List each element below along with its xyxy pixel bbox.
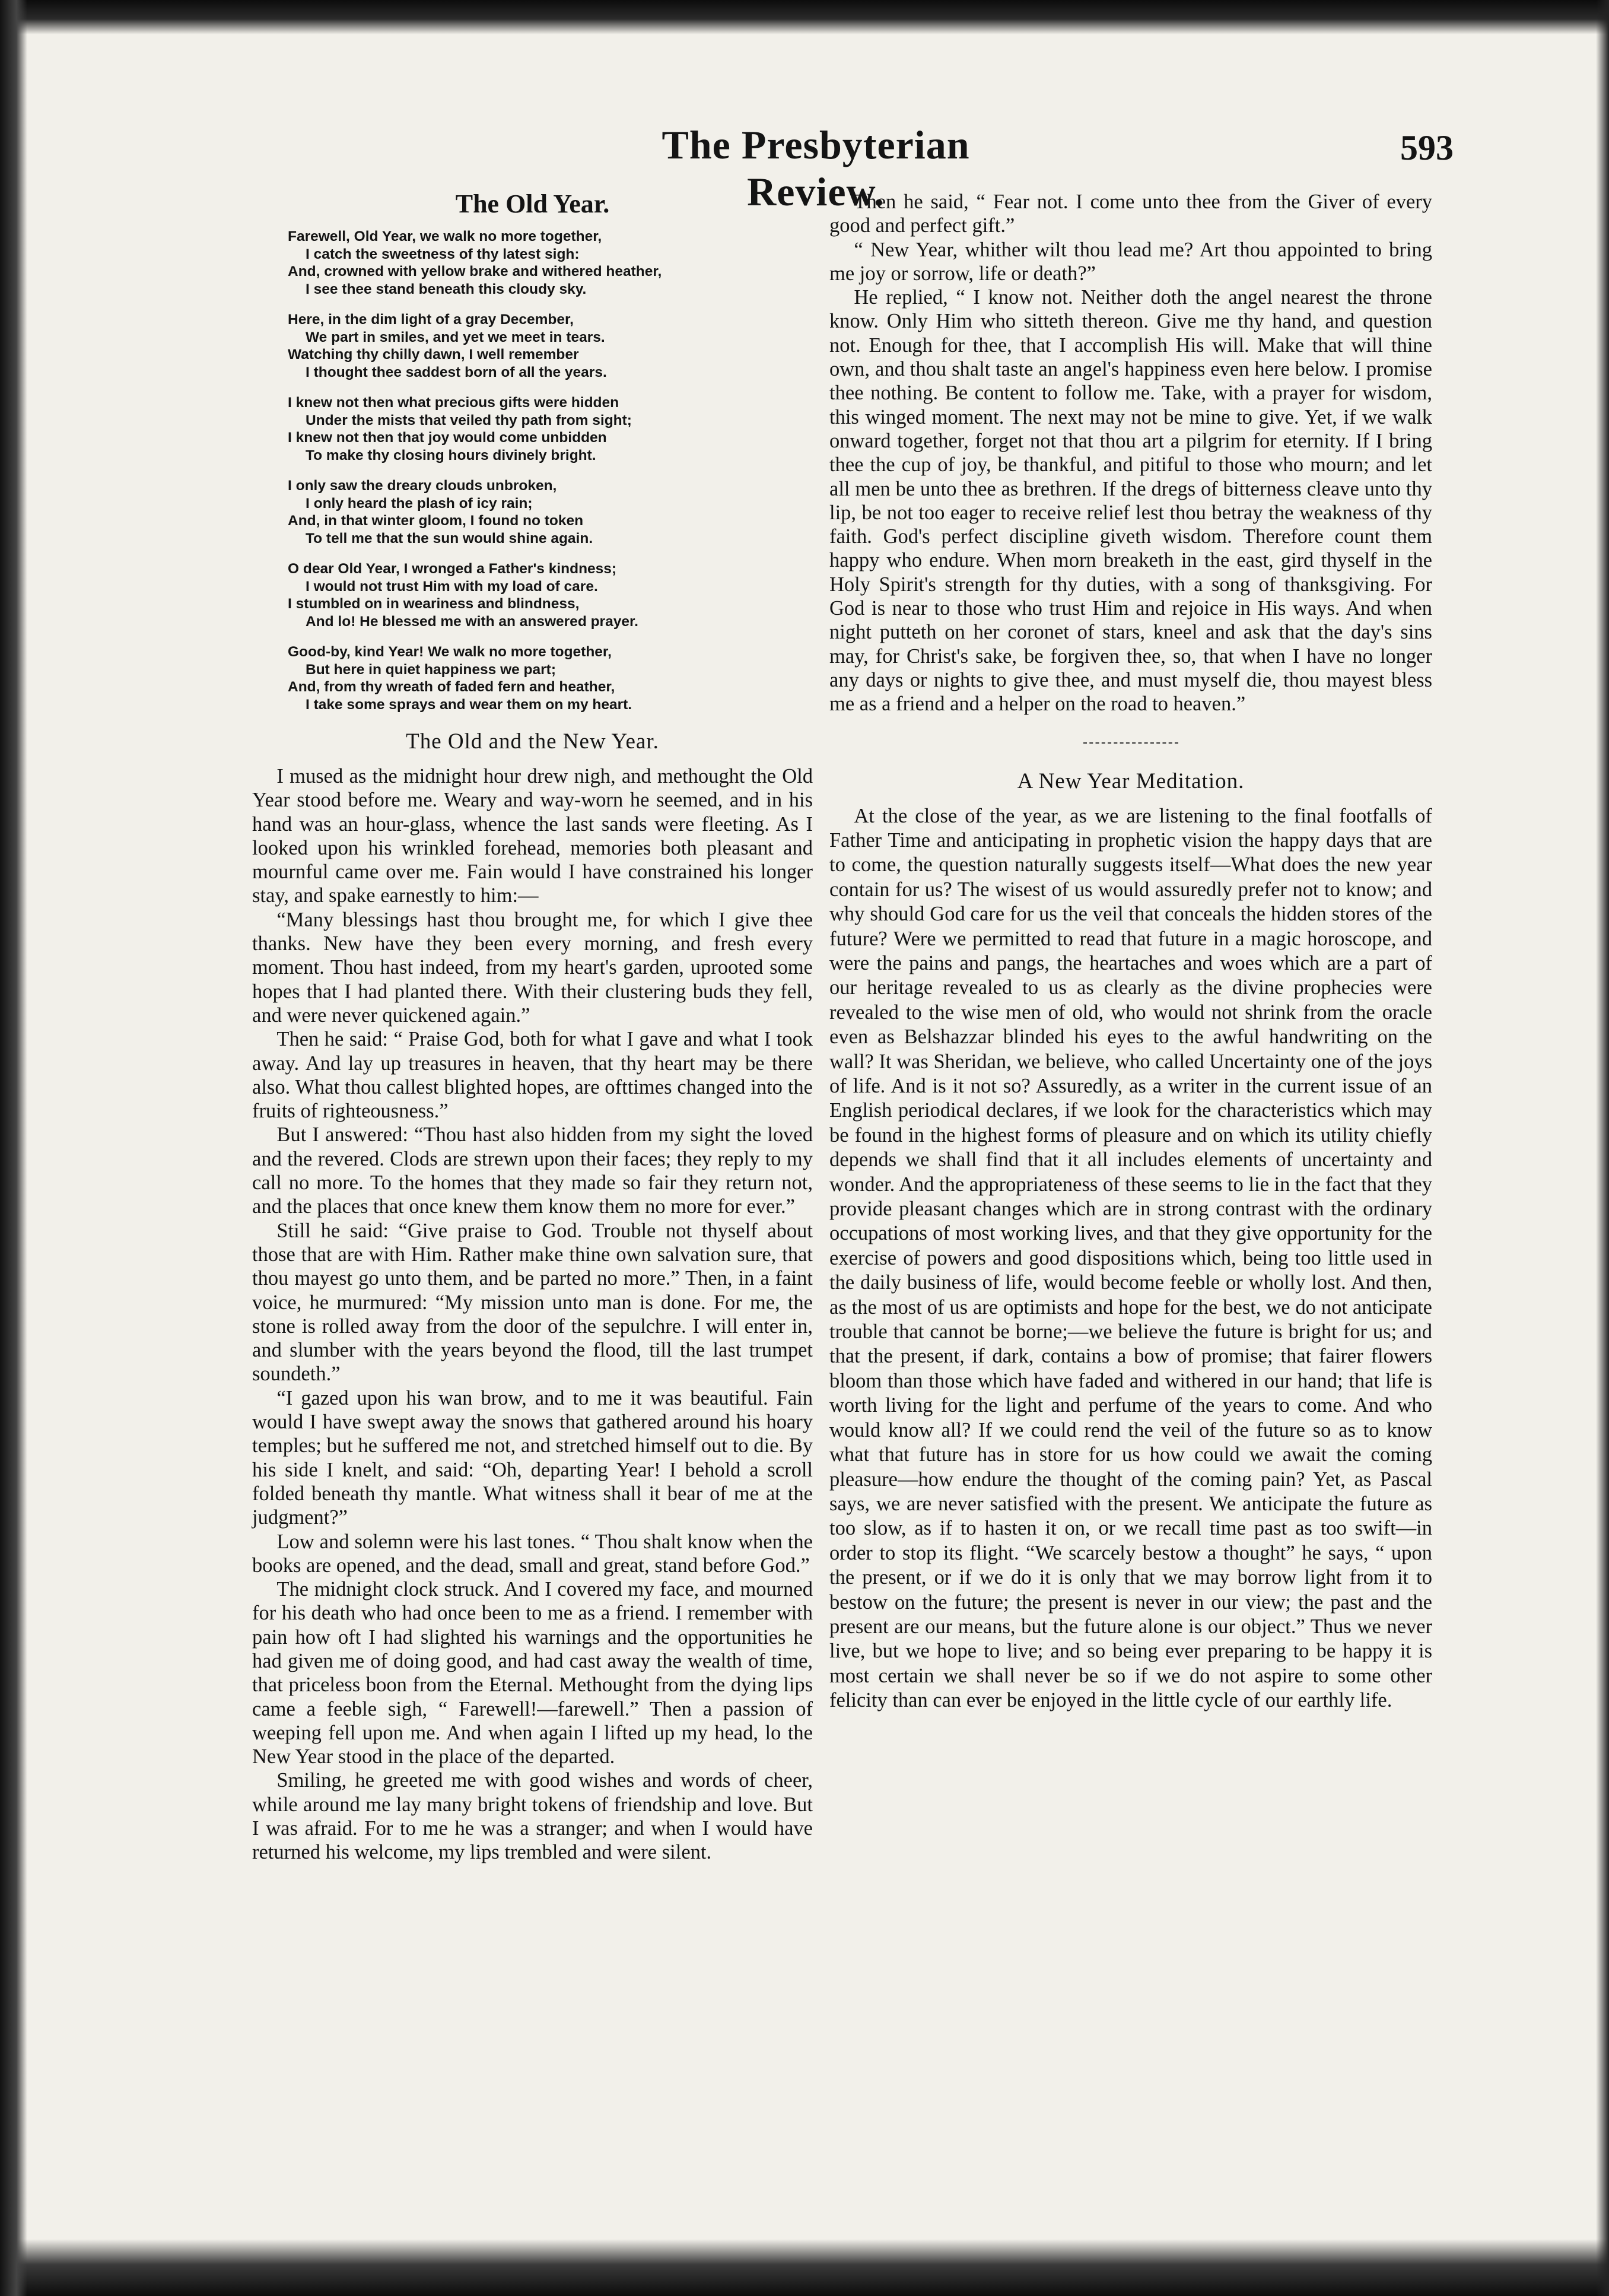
article-title: The Old and the New Year.: [406, 729, 659, 754]
poem-line: O dear Old Year, I wronged a Father's kindness;: [288, 561, 617, 577]
poem-line: We part in smiles, and yet we meet in tears.: [306, 329, 605, 345]
paragraph: “I gazed upon his wan brow, and to me it was beautiful. Fain would I have swept away the snows that gathered around his hoary temples; but he suffered me not, and stretched himself out to die. By his side I knelt, and said: “Oh, departing Year! I behold a scroll folded beneath thy mantle. What witness shall it bear of me at the judgment?”: [252, 1386, 813, 1529]
poem-line: Farewell, Old Year, we walk no more together,: [288, 228, 602, 244]
paragraph: I mused as the midnight hour drew nigh, and methought the Old Year stood before me. Weary and way-worn he seemed, and in his hand was an hour-glass, whence the last sands were fleeting. As I looked upon his wrinkled forehead, memories both pleasant and mournful came over me. Fain would I have constrained his longer stay, and spake earnestly to him:—: [252, 765, 813, 907]
right-column: [829, 190, 1432, 1713]
paragraph: Smiling, he greeted me with good wishes and words of cheer, while around me lay many bright tokens of friendship and love. But I was afraid. For to me he was a stranger; and when I would have returned his welcome, my lips trembled and were silent.: [252, 1769, 813, 1864]
scan-edge-right: [1596, 0, 1609, 2296]
paragraph: The midnight clock struck. And I covered my face, and mourned for his death who had once been to me as a friend. I remember with pain how oft I had slighted his warnings and the opportunities he had given me of doing good, and had cast away the wealth of time, that priceless boon from the Eternal. Methought from the dying lips came a feeble sigh, “ Farewell!—farewell.” Then a passion of weeping fell upon me. And when again I lifted up my head, lo the New Year stood in the place of the departed.: [252, 1578, 813, 1768]
meditation-article: [829, 768, 1432, 1713]
scan-edge-bottom: [0, 2239, 1609, 2296]
poem-stanza: [288, 228, 813, 298]
poem-line: Here, in the dim light of a gray December,: [288, 312, 574, 328]
page-number: 593: [1400, 128, 1454, 167]
poem-line: And lo! He blessed me with an answered prayer.: [306, 613, 638, 630]
poem-line: And, in that winter gloom, I found no token: [288, 513, 584, 529]
paragraph: Low and solemn were his last tones. “ Thou shalt know when the books are opened, and the dead, small and great, stand before God.”: [252, 1530, 813, 1577]
poem-line: I only saw the dreary clouds unbroken,: [288, 478, 557, 494]
scan-edge-top: [0, 0, 1609, 34]
article-title: A New Year Meditation.: [1017, 768, 1245, 793]
poem-stanza: [288, 394, 813, 464]
paragraph: “ New Year, whither wilt thou lead me? Art thou appointed to bring me joy or sorrow, life or death?”: [829, 238, 1432, 285]
poem-line: I take some sprays and wear them on my heart.: [306, 696, 632, 713]
paragraph: “Many blessings hast thou brought me, for which I give thee thanks. New have they been every morning, and fresh every moment. Thou hast indeed, from my heart's garden, uprooted some hopes that I had planted there. With their clustering buds they fell, and were never quickened again.”: [252, 908, 813, 1027]
paragraph: Then he said, “ Fear not. I come unto thee from the Giver of every good and perfect gift.”: [829, 190, 1432, 237]
poem-line: I thought thee saddest born of all the years.: [306, 364, 607, 380]
paragraph: Then he said: “ Praise God, both for what I gave and what I took away. And lay up treasures in heaven, that thy heart may be there also. What thou callest blighted hopes, are ofttimes changed into the fruits of righteousness.”: [252, 1028, 813, 1123]
poem-line: I knew not then what precious gifts were hidden: [288, 395, 619, 411]
poem-line: Watching thy chilly dawn, I well remember: [288, 347, 579, 363]
paragraph: But I answered: “Thou hast also hidden from my sight the loved and the revered. Clods are strewn upon their faces; they reply to my call no more. To the homes that they made so fair they return not, and the places that once knew them know them no more for ever.”: [252, 1123, 813, 1218]
poem-stanza: [288, 560, 813, 630]
poem-stanza: [288, 643, 813, 713]
poem-line: To tell me that the sun would shine again.: [306, 530, 593, 547]
poem-line: I would not trust Him with my load of care.: [306, 578, 598, 595]
poem-stanza: [288, 311, 813, 381]
poem-line: And, crowned with yellow brake and withered heather,: [288, 263, 662, 280]
section-divider: [1083, 742, 1178, 744]
paragraph: At the close of the year, as we are listening to the final footfalls of Father Time and anticipating in prophetic vision the happy days that are to come, the question naturally suggests itself—What does the new year contain for us? The wisest of us would assuredly prefer not to know; and why should God care for us the veil that conceals the hidden stores of the future? Were we permitted to read that future in a magic horoscope, and were the pains and pangs, the heartaches and woes which are a part of our heritage revealed to us as clearly as the divine prophecies were revealed to the wise men of old, who would not shrink from the oracle even as Belshazzar blinded his eyes to the awful handwriting on the wall? It was Sheridan, we believe, who called Uncertainty one of the joys of life. And is it not so? Assuredly, as a writer in the current issue of an English periodical declares, if we look for the characteristics which may be found in the highest forms of pleasure and on which its utility chiefly depends we shall find that it all includes elements of uncertainty and wonder. And the appropriateness of these seems to lie in the fact that they provide pleasant changes which are in strong contrast with the ordinary occupations of most working lives, and that they give opportunity for the exercise of powers and good dispositions which, being too little used in the daily business of life, would become feeble or wholly lost. And then, as the most of us are optimists and hope for the best, we do not anticipate trouble that cannot be borne;—we believe the future is bright for us; and that the present, if dark, contains a bow of promise; that fairer flowers bloom than those which have faded and withered in our hand; that life is worth living for the light and perfume of the years to come. And who would know all? If we could rend the veil of the future so as to know what that future has in store for us how could we await the coming pleasure—how endure the thought of the coming pain? Yet, as Pascal says, we are never satisfied with the present. We anticipate the future as too slow, as if to hasten it on, or we recall time past as too swift—in order to stop its flight. “We scarcely bestow a thought” he says, “ upon the present, or if we do it is only that we may borrow light from it to bestow on the future; the present is never in our view; the past and the present are our means, but the future alone is our object.” Thus we never live, but we hope to live; and so being ever preparing to be happy it is most certain we shall never be so if we do not aspire to some other felicity than can ever be enjoyed in the little cycle of our earthly life.: [829, 804, 1432, 1712]
poem: [288, 228, 813, 713]
poem-line: To make thy closing hours divinely bright.: [306, 447, 596, 463]
poem-line: I catch the sweetness of thy latest sigh:: [306, 246, 580, 262]
paragraph: He replied, “ I know not. Neither doth the angel nearest the throne know. Only Him who sitteth thereon. Give me thy hand, and question not. Enough for thee, that I accomplish His will. Make that will thine own, and thou shalt taste an angel's happiness even here below. I promise thee nothing. Be content to follow me. Take, with a prayer for wisdom, this winged moment. The next may not be mine to give. Yet, if we walk onward together, forget not that thou art a pilgrim for eternity. If I bring thee the cup of joy, be thankful, and pitiful to those who mourn; and let all men be unto thee as brethren. If the dregs of bitterness cleave unto thy lip, be not too eager to receive relief lest thou betray the weakness of thy faith. God's perfect discipline giveth wisdom. Therefore count them happy who endure. When morn breaketh in the east, gird thyself in the Holy Spirit's strength for thy duties, with a song of thanksgiving. For God is near to those who trust Him and rejoice in His ways. And when night putteth on her coronet of stars, kneel and ask that the day's sins may, for Christ's sake, be forgiven thee, so, that when I have no longer any days or nights to give thee, and must myself die, thou mayest bless me as a friend and a helper on the road to heaven.”: [829, 286, 1432, 716]
poem-line: Good-by, kind Year! We walk no more together,: [288, 644, 612, 660]
poem-line: I see thee stand beneath this cloudy sky.: [306, 281, 587, 297]
scan-edge-left: [0, 0, 27, 2296]
poem-line: And, from thy wreath of faded fern and heather,: [288, 679, 615, 695]
running-head: The Presbyterian Review.: [662, 122, 970, 214]
poem-line: I stumbled on in weariness and blindness,: [288, 596, 580, 612]
poem-line: Under the mists that veiled thy path from sight;: [306, 412, 632, 428]
poem-line: I knew not then that joy would come unbidden: [288, 430, 607, 446]
left-column: [252, 190, 813, 1865]
poem-line: I only heard the plash of icy rain;: [306, 495, 533, 512]
poem-stanza: [288, 477, 813, 547]
paragraph: Still he said: “Give praise to God. Trouble not thyself about those that are with Him. Rather make thine own salvation sure, that thou mayest go unto them, and be parted no more.” Then, in a faint voice, he murmured: “My mission unto man is done. For me, the stone is rolled away from the door of the sepulchre. I will enter in, and slumber with the years beyond the flood, till the last trumpet soundeth.”: [252, 1219, 813, 1386]
poem-title: The Old Year.: [455, 189, 610, 218]
poem-line: But here in quiet happiness we part;: [306, 661, 557, 678]
